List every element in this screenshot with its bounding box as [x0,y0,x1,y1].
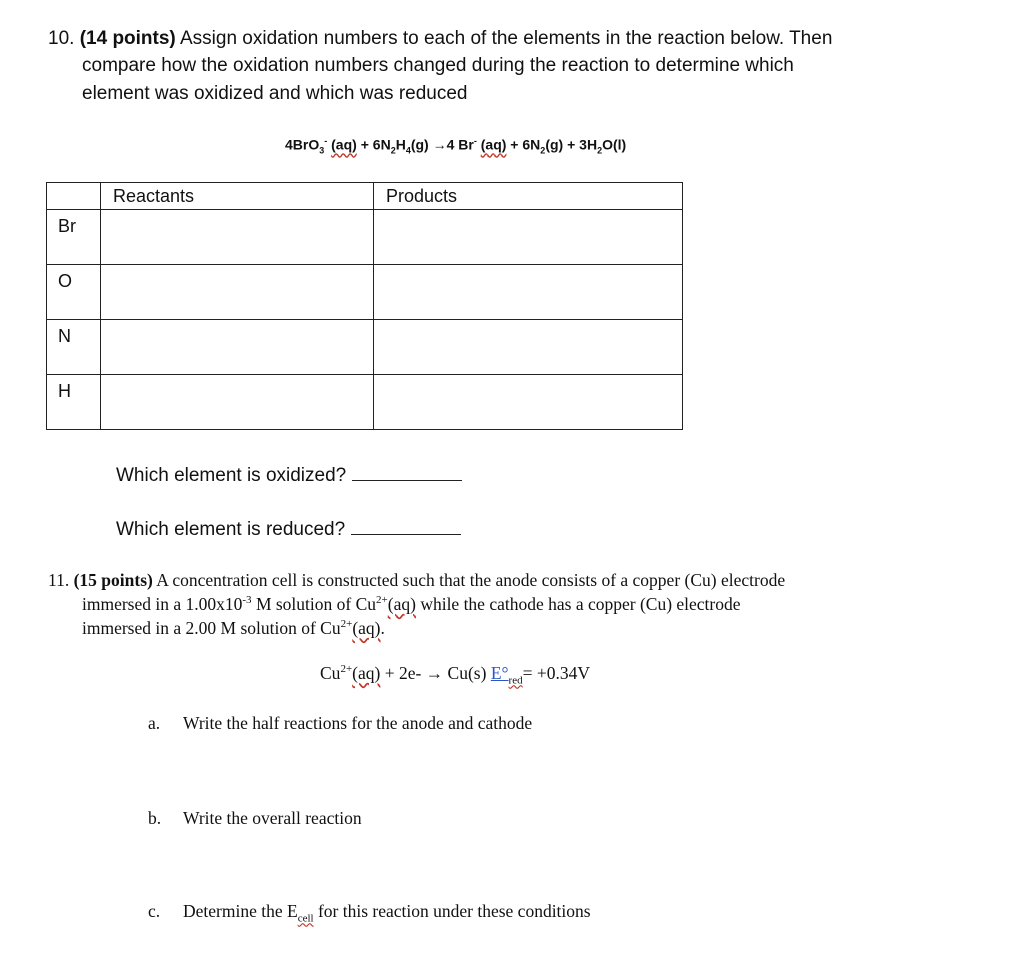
half-state: (aq) [352,663,381,683]
eq-sup: - [473,136,477,146]
copper-half-reaction [320,663,590,687]
q11-charge: 2+ [340,618,353,631]
part-c [148,901,591,925]
q11-text-line1: A concentration cell is constructed such that the anode consists of a copper (Cu) electrode [156,570,786,590]
eq-state: (aq) [480,136,507,153]
eq-sup: - [324,136,328,146]
q11-l3-period: . [380,618,385,638]
reactant-answer-cell[interactable] [101,265,374,320]
q10-text-line1: Assign oxidation numbers to each of the elements in the reaction below. Then [180,28,833,49]
part-c-text-b: for this reaction under these conditions [313,901,591,921]
q11-heading [48,570,785,591]
eq-state: (g) [410,136,429,153]
eq-plus: + [356,136,373,153]
part-a-text: Write the half reactions for the anode and cathode [183,713,533,733]
row-label-h: H [58,381,71,401]
part-c-text-a: Determine the E [183,901,298,921]
half-charge: 2+ [340,663,353,676]
table-row [47,375,683,430]
q10-points: (14 points) [79,28,176,49]
q11-exponent: -3 [242,594,252,607]
header-reactants: Reactants [113,186,195,206]
q11-charge: 2+ [376,594,388,607]
table-row [47,265,683,320]
reaction-equation [285,136,626,155]
row-label-o: O [58,271,73,291]
table-header-cell [101,183,374,210]
reduced-answer-blank[interactable] [351,516,461,535]
table-header-row [47,183,683,210]
oxidized-question-text: Which element is oxidized? [116,465,347,486]
oxidized-question [116,462,462,487]
header-products: Products [386,186,458,206]
eq-sub: 2 [390,145,396,156]
q11-l2-d: while the cathode has a copper (Cu) electrode [415,594,741,614]
eq-bromate: 4BrO [285,136,320,153]
eq-h: H [395,136,406,153]
table-header-cell [47,183,101,210]
oxidized-answer-blank[interactable] [352,462,462,481]
part-c-sub: cell [297,912,314,925]
q11-l3-state: (aq) [352,618,381,638]
q11-l2-b: M solution of Cu [251,594,377,614]
eq-plus: + [506,136,523,153]
half-e-sub: red [508,674,523,687]
product-answer-cell[interactable] [374,320,683,375]
eq-nitrogen: 6N [522,136,541,153]
half-e: E° [490,663,509,683]
part-letter: a. [148,713,161,733]
half-value: = +0.34V [522,663,590,683]
eq-water: 3H [579,136,598,153]
row-label-br: Br [58,216,76,236]
part-b-text: Write the overall reaction [183,808,362,828]
eq-water-tail: O(l) [602,136,627,153]
q10-number: 10. [48,28,75,49]
reactant-answer-cell[interactable] [101,210,374,265]
table-row [47,320,683,375]
part-a [148,713,532,734]
table-header-cell [374,183,683,210]
reactant-answer-cell[interactable] [101,375,374,430]
part-letter: c. [148,901,161,921]
part-b [148,808,362,829]
header-blank [47,183,100,189]
row-label-cell [47,320,101,375]
row-label-cell [47,210,101,265]
row-label-cell [47,375,101,430]
row-label-n: N [58,326,71,346]
arrow-icon: → [432,136,447,153]
q11-text-line3 [82,618,385,639]
row-label-cell [47,265,101,320]
eq-sub: 4 [405,145,411,156]
eq-bromide: 4 Br [446,136,474,153]
reduced-question [116,516,461,541]
q11-points: (15 points) [73,570,153,590]
q11-l2-state: (aq) [387,594,416,614]
half-mid: + 2e- → Cu(s) [380,663,491,683]
product-answer-cell[interactable] [374,210,683,265]
product-answer-cell[interactable] [374,265,683,320]
product-answer-cell[interactable] [374,375,683,430]
q11-l2-a: immersed in a 1.00x10 [82,594,243,614]
eq-plus: + [563,136,580,153]
q11-number: 11. [48,570,70,590]
q11-text-line2 [82,594,741,615]
table-row [47,210,683,265]
eq-state: (aq) [331,136,357,153]
reactant-answer-cell[interactable] [101,320,374,375]
oxidation-number-table [46,182,683,430]
q10-heading [48,28,832,50]
half-ion: Cu [320,663,341,683]
eq-sub: 2 [597,145,603,156]
part-letter: b. [148,808,162,828]
eq-hydrazine: 6N [372,136,391,153]
eq-sub: 2 [540,145,546,156]
q10-text-line3: element was oxidized and which was reduced [82,83,468,104]
q10-text-line2: compare how the oxidation numbers changed during the reaction to determine which [82,55,794,76]
eq-state: (g) [545,136,564,153]
reduced-question-text: Which element is reduced? [116,519,346,540]
eq-sub: 3 [319,145,325,156]
q11-l3-a: immersed in a 2.00 M solution of Cu [82,618,341,638]
